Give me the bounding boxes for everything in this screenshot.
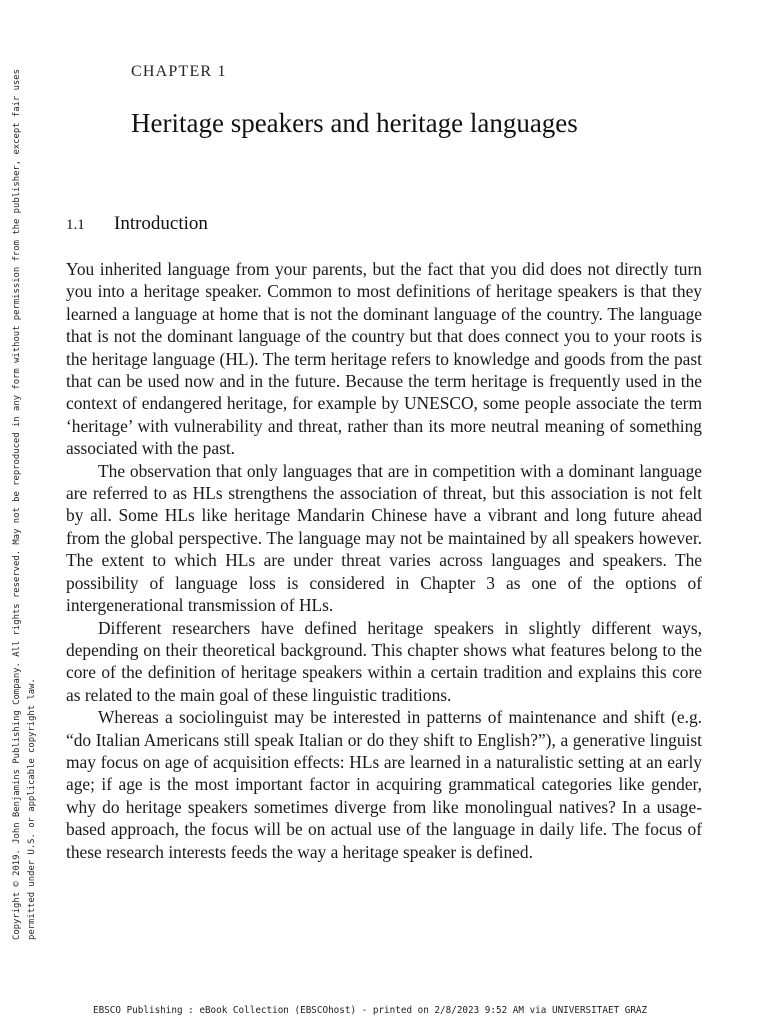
copyright-line-1: Copyright © 2019. John Benjamins Publishing Company. All rights reserved. May not be reproduced in any form without permission from the publisher, except fair uses <box>12 69 22 940</box>
paragraph-1: You inherited language from your parents, but the fact that you did does not directly turn you into a heritage speaker. Common to most definitions of heritage speakers is that they learned a language at home that is not the dominant language of the country. The language that is not the dominant language of the country but that does connect you to your roots is the heritage language (HL). The term heritage refers to knowledge and goods from the past that can be used now and in the future. Because the term heritage is frequently used in the context of endangered heritage, for example by UNESCO, some people associate the term ‘heritage’ with vulnerability and threat, rather than its more neutral meaning of something associated with the past. <box>66 259 702 459</box>
chapter-label: CHAPTER 1 <box>131 63 227 80</box>
print-footer <box>93 1004 647 1018</box>
paragraph-3: Different researchers have defined heritage speakers in slightly different ways, depending on their theoretical background. This chapter shows what features belong to the core of the definition of heritage speakers within a certain tradition and explains this core as related to the main goal of these linguistic traditions. <box>66 617 702 705</box>
section-heading <box>66 213 208 235</box>
copyright-notice <box>10 69 40 940</box>
copyright-line-2: permitted under U.S. or applicable copyright law. <box>27 678 37 940</box>
section-title: Introduction <box>114 213 208 234</box>
paragraph-4: Whereas a sociolinguist may be interested in patterns of maintenance and shift (e.g. “do Italian Americans still speak Italian or do they shift to English?”), a generative linguist may focus on age of acquisition effects: HLs are learned in a naturalistic setting at an early age; if age is the most important factor in acquiring grammatical categories like gender, why do heritage speakers sometimes diverge from like monolingual natives? In a usage-based approach, the focus will be on actual use of the language in daily life. The focus of these research interests feeds the way a heritage speaker is defined. <box>66 707 702 862</box>
paragraph-2: The observation that only languages that are in competition with a dominant language are referred to as HLs strengthens the association of threat, but this association is not felt by all. Some HLs like heritage Mandarin Chinese have a vibrant and long future ahead from the global perspective. The language may not be maintained by all speakers however. The extent to which HLs are under threat varies across languages and speakers. The possibility of language loss is considered in Chapter 3 as one of the options of intergenerational transmission of HLs. <box>66 460 702 616</box>
footer-line-1: EBSCO Publishing : eBook Collection (EBSCOhost) - printed on 2/8/2023 9:52 AM via UNIVERSITAET GRAZ <box>93 1005 648 1016</box>
section-number: 1.1 <box>66 217 85 233</box>
chapter-title: Heritage speakers and heritage languages <box>131 108 578 138</box>
body-text <box>66 258 702 863</box>
